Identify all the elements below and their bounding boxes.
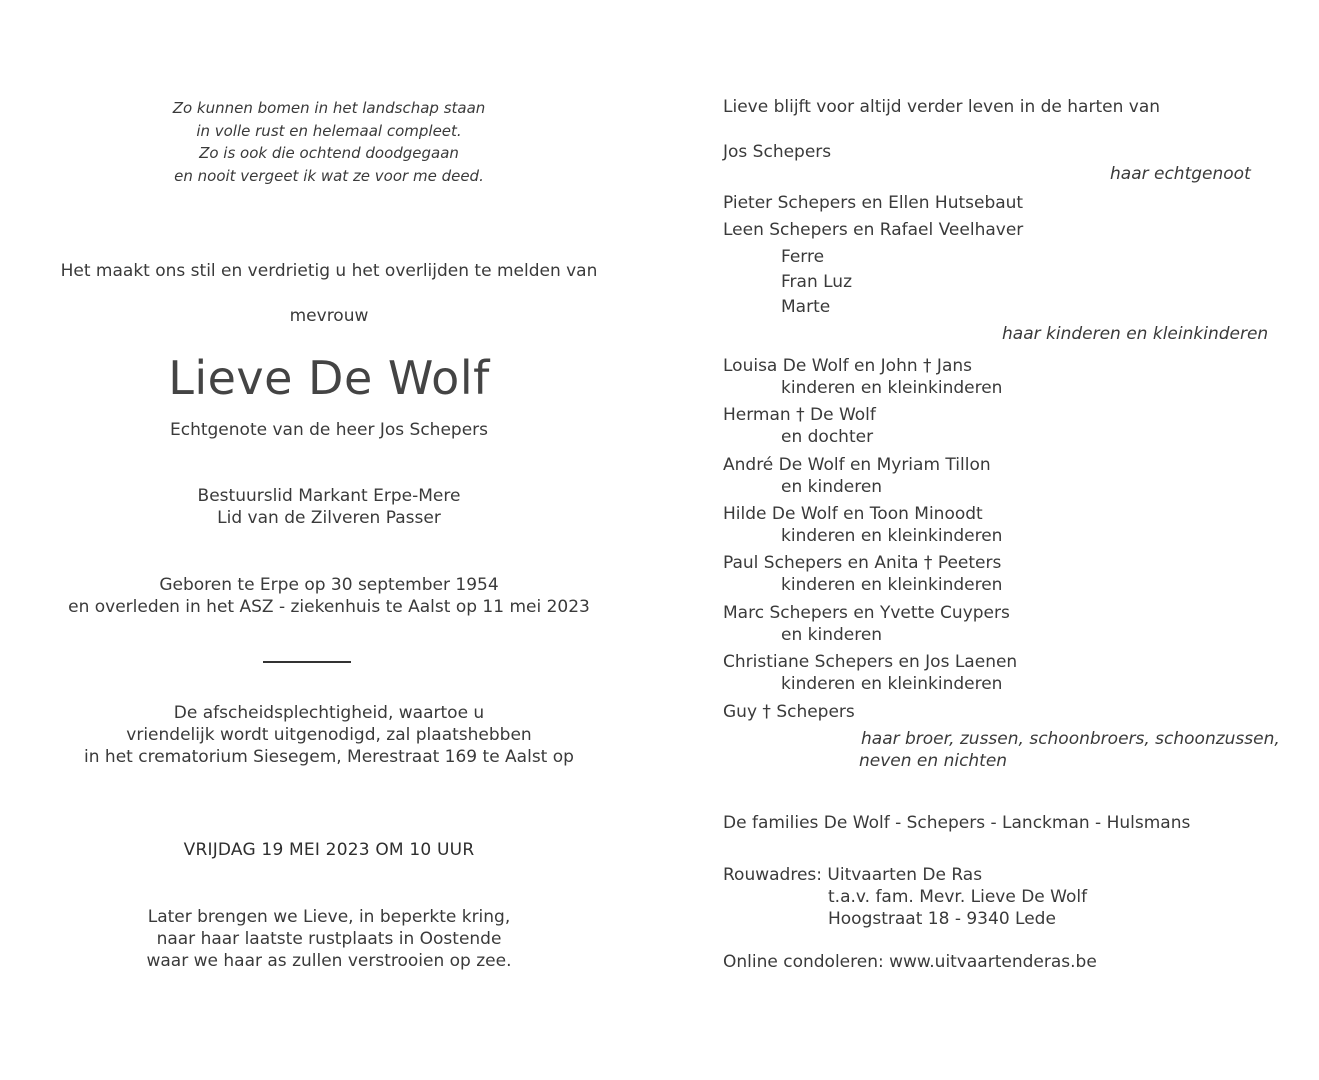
life-dates xyxy=(40,574,618,618)
intro-line: Lieve blijft voor altijd verder leven in de harten van xyxy=(723,97,1161,117)
poem-line: Zo is ook die ochtend doodgegaan xyxy=(199,144,459,162)
spouse-role: haar echtgenoot xyxy=(1110,164,1251,184)
poem-line: Zo kunnen bomen in het landschap staan xyxy=(172,99,486,117)
child-entry: Pieter Schepers en Ellen Hutsebaut xyxy=(723,193,1024,213)
sibling-sub: kinderen en kleinkinderen xyxy=(781,674,1003,694)
sibling-sub: kinderen en kleinkinderen xyxy=(781,526,1003,546)
closing-text xyxy=(40,906,618,972)
death-line: en overleden in het ASZ - ziekenhuis te Aalst op 11 mei 2023 xyxy=(68,597,590,617)
sibling-sub: en kinderen xyxy=(781,477,883,497)
sibling-name: Christiane Schepers en Jos Laenen xyxy=(723,652,1018,672)
online-condolence: Online condoleren: www.uitvaartenderas.be xyxy=(723,952,1097,972)
deceased-name: Lieve De Wolf xyxy=(168,351,490,405)
birth-line: Geboren te Erpe op 30 september 1954 xyxy=(159,575,499,595)
address-line: Hoogstraat 18 - 9340 Lede xyxy=(828,909,1056,929)
spouse-name: Jos Schepers xyxy=(723,142,832,162)
grandchild-entry: Fran Luz xyxy=(781,272,852,292)
sibling-name: Marc Schepers en Yvette Cuypers xyxy=(723,603,1010,623)
sibling-sub: en dochter xyxy=(781,427,874,447)
child-entry: Leen Schepers en Rafael Veelhaver xyxy=(723,220,1024,240)
address-label: Rouwadres: Uitvaarten De Ras xyxy=(723,865,983,885)
siblings-role: haar broer, zussen, schoonbroers, schoonzussen, xyxy=(861,729,1280,749)
spouse-line: Echtgenote van de heer Jos Schepers xyxy=(169,420,489,440)
ceremony-date: VRIJDAG 19 MEI 2023 OM 10 UUR xyxy=(183,840,475,860)
sibling-name: Louisa De Wolf en John † Jans xyxy=(723,356,972,376)
grandchild-entry: Marte xyxy=(781,297,831,317)
grandchild-entry: Ferre xyxy=(781,247,825,267)
ceremony-line: in het crematorium Siesegem, Merestraat 169 te Aalst op xyxy=(84,747,574,767)
ceremony-line: De afscheidsplechtigheid, waartoe u xyxy=(173,703,485,723)
sibling-sub: kinderen en kleinkinderen xyxy=(781,575,1003,595)
roles xyxy=(40,485,618,529)
ceremony-line: vriendelijk wordt uitgenodigd, zal plaatshebben xyxy=(126,725,532,745)
sibling-name: Paul Schepers en Anita † Peeters xyxy=(723,553,1002,573)
sibling-sub: en kinderen xyxy=(781,625,883,645)
poem-line: en nooit vergeet ik wat ze voor me deed. xyxy=(174,166,484,185)
closing-line: naar haar laatste rustplaats in Oostende xyxy=(156,929,502,949)
role-line: Bestuurslid Markant Erpe-Mere xyxy=(197,486,461,506)
closing-line: Later brengen we Lieve, in beperkte kring, xyxy=(147,907,511,927)
siblings-role: neven en nichten xyxy=(859,751,1008,771)
sibling-name: Herman † De Wolf xyxy=(723,405,876,425)
salutation: mevrouw xyxy=(289,306,369,326)
children-role: haar kinderen en kleinkinderen xyxy=(1002,324,1269,344)
families-line: De families De Wolf - Schepers - Lanckman - Hulsmans xyxy=(723,813,1191,833)
sibling-name: André De Wolf en Myriam Tillon xyxy=(723,455,991,475)
divider-line xyxy=(263,661,351,663)
sibling-name: Guy † Schepers xyxy=(723,702,855,722)
sibling-sub: kinderen en kleinkinderen xyxy=(781,378,1003,398)
announcement: Het maakt ons stil en verdrietig u het overlijden te melden van xyxy=(60,261,598,281)
ceremony-text xyxy=(40,702,618,768)
sibling-name: Hilde De Wolf en Toon Minoodt xyxy=(723,504,983,524)
role-line: Lid van de Zilveren Passer xyxy=(217,508,441,528)
poem-line: in volle rust en helemaal compleet. xyxy=(196,121,462,140)
address-line: t.a.v. fam. Mevr. Lieve De Wolf xyxy=(828,887,1088,907)
poem xyxy=(40,97,618,187)
closing-line: waar we haar as zullen verstrooien op zee. xyxy=(146,951,512,971)
